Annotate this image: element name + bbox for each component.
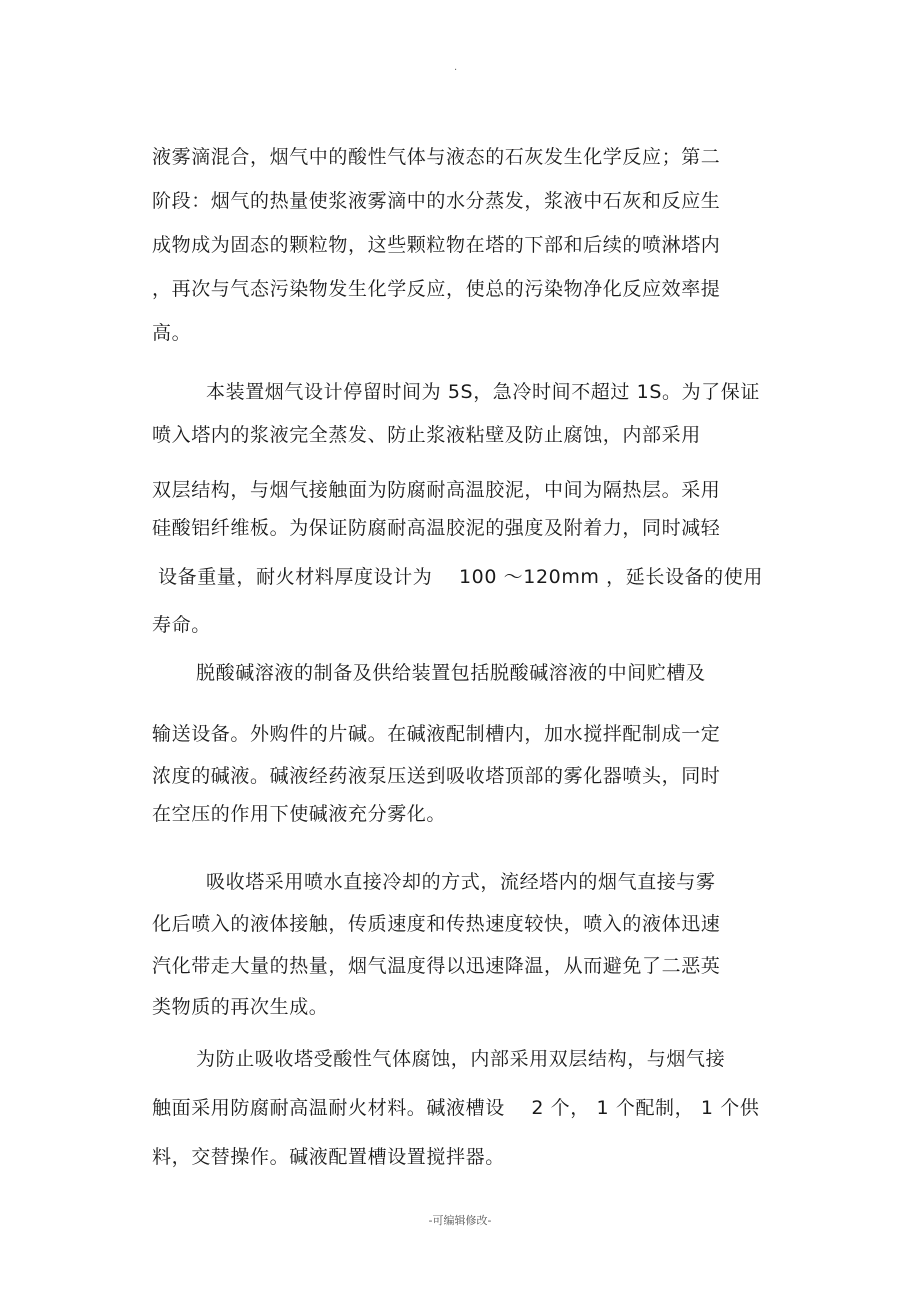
paragraph-1-line-1: 液雾滴混合，烟气中的酸性气体与液态的石灰发生化学反应；第二	[152, 146, 721, 168]
page-footer: -可编辑修改-	[428, 1214, 492, 1227]
paragraph-2-line-3: 双层结构，与烟气接触面为防腐耐高温胶泥，中间为隔热层。采用	[152, 479, 721, 501]
paragraph-5-line-3: 料，交替操作。碱液配置槽设置搅拌器。	[152, 1146, 505, 1168]
paragraph-2-line-6: 寿命。	[152, 614, 211, 636]
paragraph-2-line-2: 喷入塔内的浆液完全蒸发、防止浆液粘壁及防止腐蚀，内部采用	[152, 424, 701, 446]
paragraph-1-line-4: ，再次与气态污染物发生化学反应，使总的污染物净化反应效率提	[152, 278, 721, 300]
paragraph-3-line-3: 浓度的碱液。碱液经药液泵压送到吸收塔顶部的雾化器喷头，同时	[152, 765, 721, 787]
paragraph-2-line-1: 本装置烟气设计停留时间为 5S，急冷时间不超过 1S。为了保证	[206, 381, 760, 403]
paragraph-2-line-4: 硅酸铝纤维板。为保证防腐耐高温胶泥的强度及附着力，同时减轻	[152, 517, 721, 539]
paragraph-5-line-2: 触面采用防腐耐高温耐火材料。碱液槽设 2 个， 1 个配制， 1 个供	[152, 1097, 760, 1119]
paragraph-3-line-1: 脱酸碱溶液的制备及供给装置包括脱酸碱溶液的中间贮槽及	[196, 662, 706, 684]
paragraph-3-line-4: 在空压的作用下使碱液充分雾化。	[152, 803, 447, 825]
paragraph-5-line-1: 为防止吸收塔受酸性气体腐蚀，内部采用双层结构，与烟气接	[196, 1048, 726, 1070]
paragraph-4-line-2: 化后喷入的液体接触，传质速度和传热速度较快，喷入的液体迅速	[152, 913, 721, 935]
paragraph-3-line-2: 输送设备。外购件的片碱。在碱液配制槽内，加水搅拌配制成一定	[152, 723, 721, 745]
paragraph-4-line-1: 吸收塔采用喷水直接冷却的方式，流经塔内的烟气直接与雾	[206, 871, 716, 893]
header-mark: .	[454, 62, 458, 73]
paragraph-4-line-4: 类物质的再次生成。	[152, 996, 329, 1018]
paragraph-1-line-2: 阶段：烟气的热量使浆液雾滴中的水分蒸发，浆液中石灰和反应生	[152, 190, 721, 212]
paragraph-2-line-5: 设备重量，耐火材料厚度设计为 100 ～120mm ，延长设备的使用	[158, 566, 763, 588]
paragraph-1-line-5: 高。	[152, 322, 192, 344]
paragraph-4-line-3: 汽化带走大量的热量，烟气温度得以迅速降温，从而避免了二恶英	[152, 955, 721, 977]
paragraph-1-line-3: 成物成为固态的颗粒物，这些颗粒物在塔的下部和后续的喷淋塔内	[152, 234, 721, 256]
